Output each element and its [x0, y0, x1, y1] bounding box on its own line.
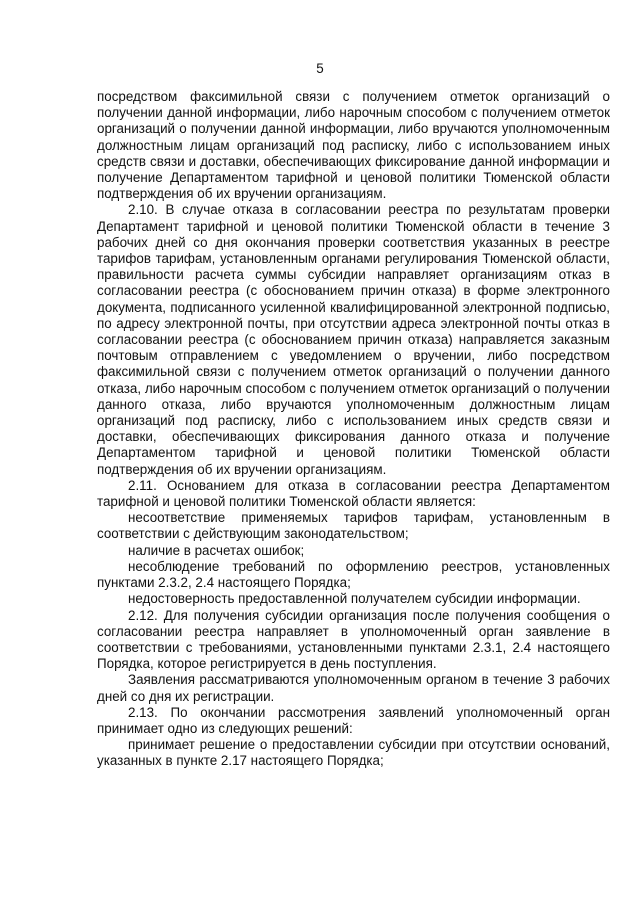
paragraph-2-11: 2.11. Основанием для отказа в согласовании реестра Департаментом тарифной и ценовой политики Тюменской области является: — [97, 477, 610, 510]
page-number: 5 — [316, 61, 324, 76]
paragraph-2-12-review: Заявления рассматриваются уполномоченным органом в течение 3 рабочих дней со дня их регистрации. — [97, 672, 610, 704]
paragraph-2-12: 2.12. Для получения субсидии организация после получения сообщения о согласовании реестра направляет в уполномоченный орган заявление в соответствии с требованиями, установленными пунктами 2.3.1, 2.4 настоящего Порядка, которое регистрируется в день поступления. — [97, 607, 610, 672]
paragraph-2-13-decision: принимает решение о предоставлении субсидии при отсутствии оснований, указанных в пункте 2.17 настоящего Порядка; — [97, 737, 610, 769]
paragraph-2-10: 2.10. В случае отказа в согласовании реестра по результатам проверки Департамент тарифной и ценовой политики Тюменской области в течение 3 рабочих дней со дня окончания проверки соответствия указанных в реестре тарифов тарифам, установленным органами регулирования Тюменской области, правильности расчета суммы субсидии направляет организациям отказ в согласовании реестра (с обоснованием причин отказа) в форме электронного документа, подписанного усиленной квалифицированной электронной подписью, по адресу электронной почты, при отсутствии адреса электронной почты отказ в согласовании реестра (с обоснованием причин отказа) направляется заказным почтовым отправлением с уведомлением о вручении, либо посредством факсимильной связи с получением отметок организаций о получении данного отказа, либо нарочным способом с получением отметок организаций о получении данного отказа, либо вручаются уполномоченным должностным лицам организаций под расписку, либо с использованием иных средств связи и доставки, обеспечивающих фиксирования данного отказа и получение Департаментом тарифной и ценовой политики Тюменской области подтверждения об их вручении организациям. — [97, 202, 610, 477]
paragraph-continuation: посредством факсимильной связи с получением отметок организаций о получении данной информации, либо нарочным способом с получением отметок организаций о получении данной информации, либо вручаются уполномоченным должностным лицам организаций под расписку, либо с использованием иных средств связи и доставки, обеспечивающих фиксирование данной информации и получение Департаментом тарифной и ценовой политики Тюменской области подтверждения об их вручении организациям. — [97, 89, 610, 202]
paragraph-2-11-item-requirements: несоблюдение требований по оформлению реестров, установленных пунктами 2.3.2, 2.4 настоящего Порядка; — [97, 558, 610, 591]
paragraph-2-11-item-errors: наличие в расчетах ошибок; — [128, 542, 305, 558]
paragraph-2-11-item-tariffs: несоответствие применяемых тарифов тарифам, установленным в соответствии с действующим законодательством; — [97, 510, 610, 542]
paragraph-2-13: 2.13. По окончании рассмотрения заявлений уполномоченный орган принимает одно из следующих решений: — [97, 704, 610, 736]
document-body — [97, 89, 610, 770]
paragraph-2-11-item-unreliability: недостоверность предоставленной получателем субсидии информации. — [128, 591, 581, 607]
